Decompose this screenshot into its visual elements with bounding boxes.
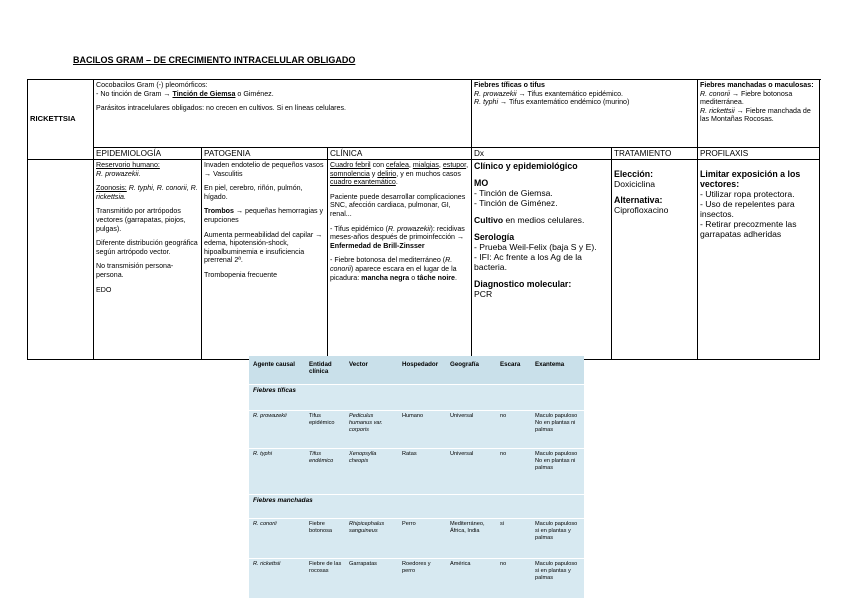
col-tratamiento: TRATAMIENTO <box>612 148 698 160</box>
rickettsia-table <box>27 79 820 360</box>
col-clinica: CLÍNICA <box>328 148 472 160</box>
group-row: Fiebres tíficas <box>249 385 584 411</box>
tratamiento-cell: Elección: Doxiciclina Alternativa: Ciprofloxacino <box>612 160 698 360</box>
group-row: Fiebres manchadas <box>249 495 584 519</box>
table-row: R. rickettsii Fiebre de las rocosas Garrapatas Roedores y perro América no Maculo papuloso si en plantas y palmas <box>249 559 584 599</box>
col-patogenia: PATOGENIA <box>202 148 328 160</box>
clinica-cell: Cuadro febril con cefalea, mialgias, estupor, somnolencia y delirio, y en muchos casos cuadro exantemático. Paciente puede desarrollar complicaciones SNC, afección cardiaca, pulmonar, GI, renal... - Tifus epidémico (R. prowazekii): recidivas meses-años después de primoinfección → Enfermedad de Brill-Zinsser - Fiebre botonosa del mediterráneo (R. conorii) aparece escara en el lugar de la picadura: mancha negra o tâche noire. <box>328 160 472 360</box>
patogenia-cell: Invaden endotelio de pequeños vasos → Vasculitis En piel, cerebro, riñón, pulmón, hígado. Trombos → pequeñas hemorragias y erupciones Aumenta permeabilidad del capilar → edema, hipotensión-shock, hipoalbuminemia e insuficiencia prerrenal 2ª. Trombopenia frecuente <box>202 160 328 360</box>
col-profilaxis: PROFILAXIS <box>698 148 820 160</box>
dx-cell: Clínico y epidemiológico MO - Tinción de Giemsa. - Tinción de Giménez. Cultivo en medios celulares. Serología - Prueba Weil-Felix (baja S y E). - IFI: Ac frente a los Ag de la bacteria. Diagnostico molecular: PCR <box>472 160 612 360</box>
table-header-row: Agente causal Entidad clínica Vector Hospedador Geografía Escara Exantema <box>249 356 584 385</box>
table-row: R. conorii Fiebre botonosa Rhipicephalus sanguineus Perro Mediterráneo, África, India si Maculo papuloso si en plantas y palmas <box>249 519 584 559</box>
page-title: BACILOS GRAM – DE CRECIMIENTO INTRACELULAR OBLIGADO <box>73 55 356 65</box>
table-row: R. prowazekii Tifus epidémico Pediculus humanus var. corporis Humano Universal no Maculo papuloso No en plantas ni palmas <box>249 411 584 449</box>
table-row: R. typhi Tifus endémico Xenopsylla cheopis Ratas Universal no Maculo papuloso No en plantas ni palmas <box>249 449 584 495</box>
profilaxis-cell: Limitar exposición a los vectores: - Utilizar ropa protectora. - Uso de repelentes para insectos. - Retirar precozmente las garrapatas adheridas <box>698 160 820 360</box>
epidemiologia-cell: Reservorio humano: R. prowazekii. Zoonosis: R. typhi, R. conorii, R. rickettsia. Transmitido por artrópodos vectores (garrapatas, piojos, pulgas). Diferente distribución geográfica según artrópodo vector. No transmisión persona-persona. EDO <box>94 160 202 360</box>
fiebres-manchadas: Fiebres manchadas o maculosas: R. conorii → Fiebre botonosa mediterránea. R. rickettsii → Fiebre manchada de las Montañas Rocosas. <box>698 80 820 148</box>
agent-comparison-table <box>249 356 584 599</box>
fiebres-tificas: Fiebres tíficas o tifus R. prowazekii → Tifus exantemático epidémico. R. typhi → Tifus exantemático endémico (murino) <box>472 80 698 148</box>
col-epidemiologia: EPIDEMIOLOGÍA <box>94 148 202 160</box>
general-characteristics: Cocobacilos Gram (-) pleomórficos: - No tinción de Gram → Tinción de Giemsa o Giménez. Parásitos intracelulares obligados: no crecen en cultivos. Si en líneas celulares. <box>94 80 472 148</box>
genus-label: RICKETTSIA <box>28 80 94 160</box>
col-dx: Dx <box>472 148 612 160</box>
